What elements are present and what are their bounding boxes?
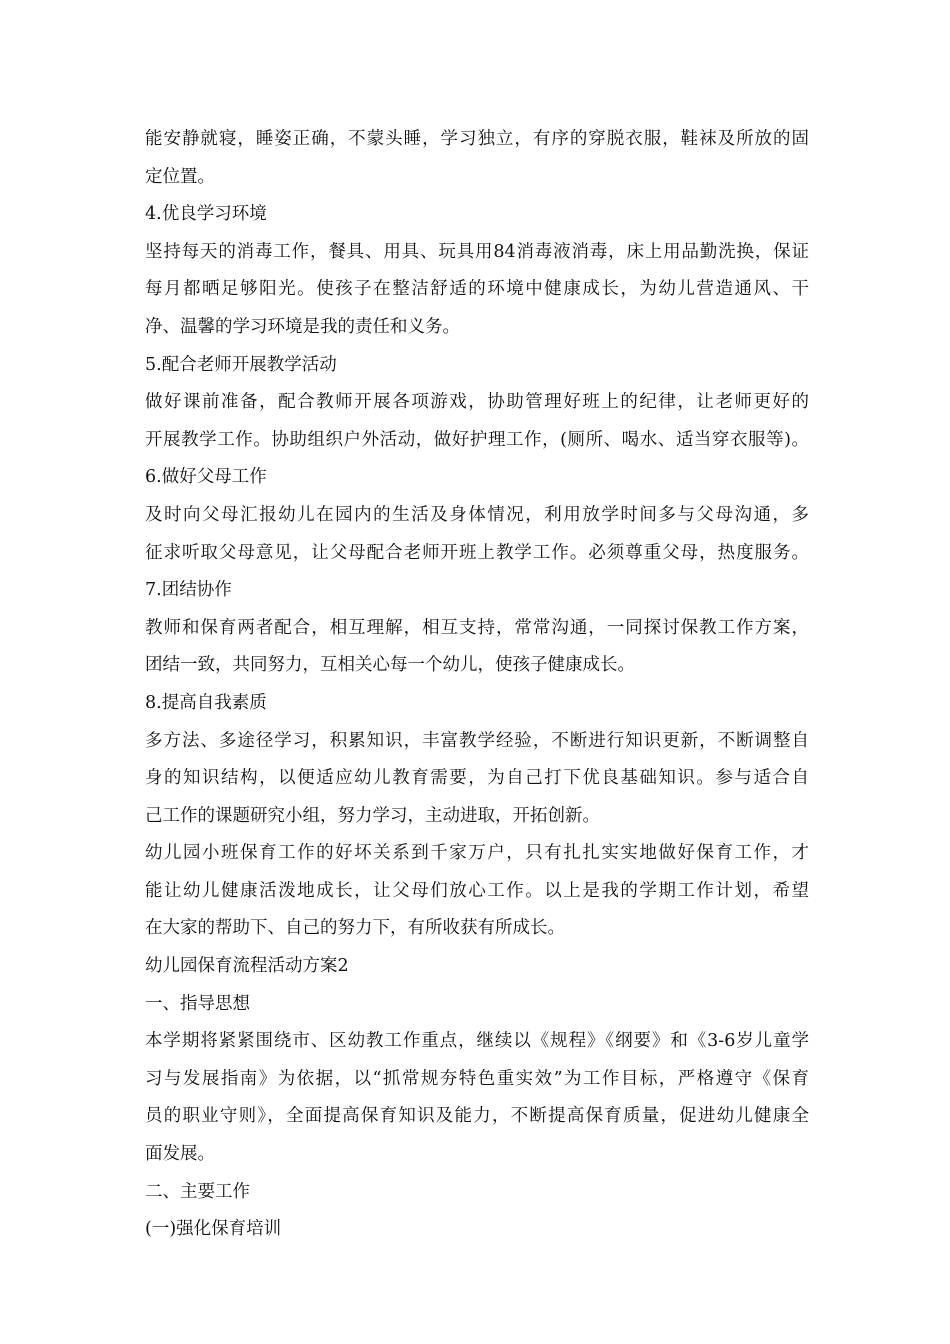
document-title: 幼儿园保育流程活动方案2 [145,956,349,977]
text-line: 己工作的课题研究小组，努力学习，主动进取，开拓创新。 [145,805,600,826]
text-line: 开展教学工作。协助组织户外活动，做好护理工作，(厕所、喝水、适当穿衣服等)。 [145,429,809,450]
text-line: 幼儿园小班保育工作的好坏关系到千家万户，只有扎扎实实地做好保育工作，才 [145,843,809,864]
text-line: 净、温馨的学习环境是我的责任和义务。 [145,316,460,337]
section-heading: 8.提高自我素质 [145,692,267,713]
text-line: 能安静就寝，睡姿正确，不蒙头睡，学习独立，有序的穿脱衣服，鞋袜及所放的固 [145,129,809,149]
text-line: 身的知识结构，以便适应幼儿教育需要，为自己打下优良基础知识。参与适合自 [145,768,809,789]
document-page [145,121,809,1249]
text-line: 做好课前准备，配合教师开展各项游戏，协助管理好班上的纪律，让老师更好的 [145,392,809,413]
text-line: 团结一致，共同努力，互相关心每一个幼儿，使孩子健康成长。 [145,655,635,676]
text-line: 教师和保育两者配合，相互理解，相互支持，常常沟通，一同探讨保教工作方案， [145,617,809,638]
text-line: 面发展。 [145,1144,215,1165]
text-line: 征求听取父母意见，让父母配合老师开班上教学工作。必须尊重父母，热度服务。 [145,542,809,563]
text-line: 在大家的帮助下、自己的努力下，有所收获有所成长。 [145,918,565,939]
section-heading: 一、指导思想 [145,993,250,1014]
text-line: 坚持每天的消毒工作，餐具、用具、玩具用84消毒液消毒，床上用品勤洗换，保证 [145,241,809,262]
text-line: 习与发展指南》为依据，以“抓常规夯特色重实效”为工作目标，严格遵守《保育 [145,1068,809,1089]
text-line: 定位置。 [145,166,215,187]
text-line: 多方法、多途径学习，积累知识，丰富教学经验，不断进行知识更新，不断调整自 [145,730,809,751]
text-line: 本学期将紧紧围绕市、区幼教工作重点，继续以《规程》《纲要》和《3-6岁儿童学 [145,1031,809,1052]
section-heading: 4.优良学习环境 [145,204,267,225]
section-heading: 6.做好父母工作 [145,467,267,488]
section-heading: 二、主要工作 [145,1181,250,1202]
text-line: 员的职业守则》，全面提高保育知识及能力，不断提高保育质量，促进幼儿健康全 [145,1106,809,1127]
text-line: 及时向父母汇报幼儿在园内的生活及身体情况，利用放学时间多与父母沟通，多 [145,504,809,525]
section-heading: 7.团结协作 [145,580,232,601]
section-heading: 5.配合老师开展教学活动 [145,354,337,375]
text-line: 能让幼儿健康活泼地成长，让父母们放心工作。以上是我的学期工作计划，希望 [145,880,809,901]
subsection-heading: (一)强化保育培训 [145,1219,282,1240]
text-line: 每月都晒足够阳光。使孩子在整洁舒适的环境中健康成长，为幼儿营造通风、干 [145,279,809,300]
